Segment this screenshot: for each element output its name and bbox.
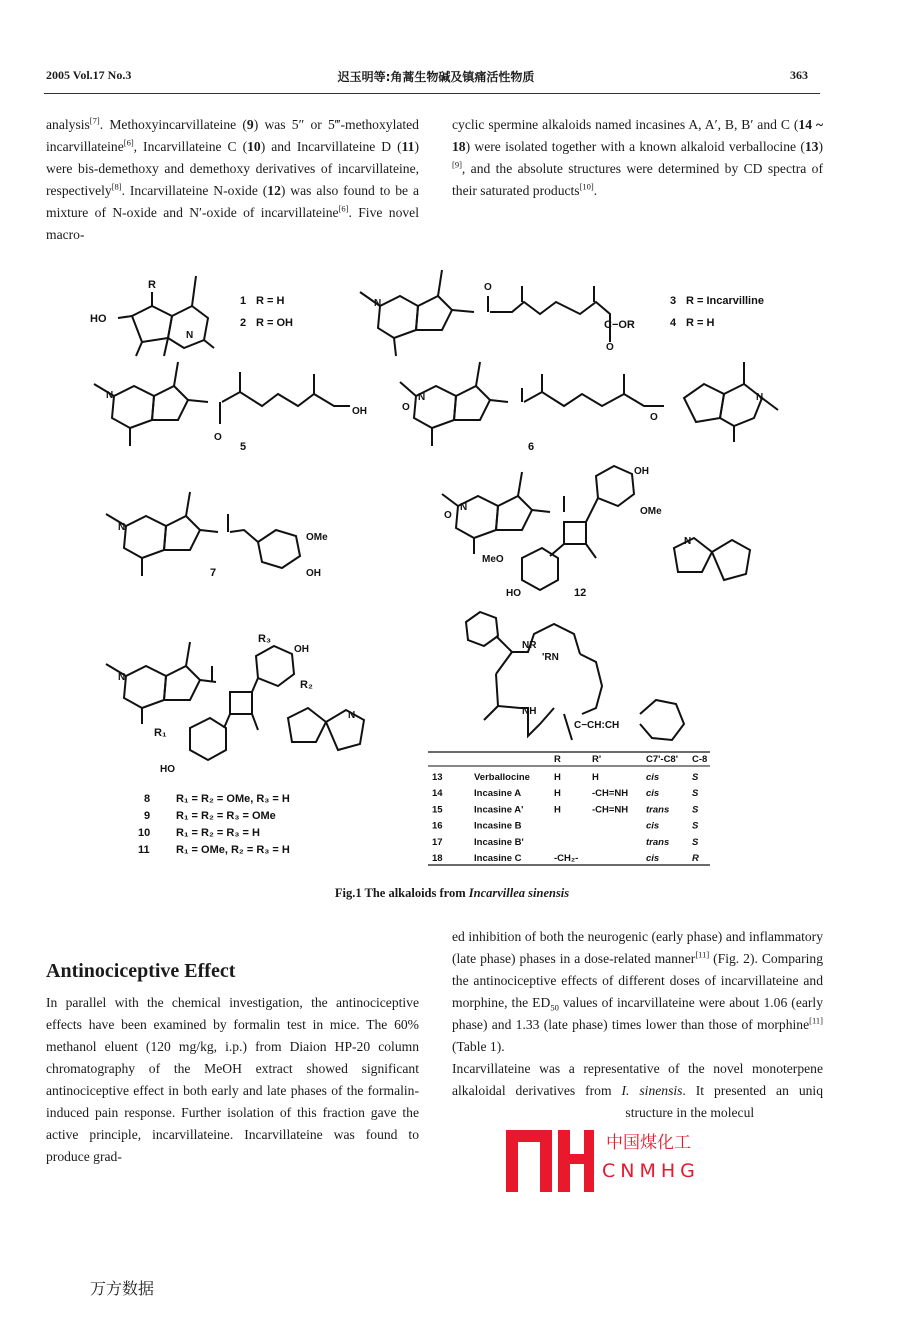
- table-cell: S: [692, 772, 699, 783]
- table-cell: Incasine B': [474, 836, 524, 848]
- structure-12: [442, 466, 750, 599]
- table-cell: cis: [646, 820, 660, 832]
- compound-12: 12: [574, 587, 587, 599]
- paragraph: In parallel with the chemical investigation, the antinociceptive effects have been examined by formalin test in mice. The 60% methanol eluent (120 mg/kg, i.p.) from Diaion HP-20 column chromatography of the MeOH extract showed significant antinociceptive effect in both early and late phases of the formalin-induced pain response. Further isolation of this fraction gave the active principle, incarvillateine. Incarvillateine was found to produce grad-: [46, 995, 419, 1164]
- compound-8: 8: [144, 793, 151, 805]
- table-cell: -CH₂-: [554, 853, 579, 864]
- svg-text:N: N: [118, 672, 126, 683]
- oh-label: OH: [294, 644, 309, 655]
- structure-7: [106, 492, 328, 579]
- table-cell: trans: [646, 836, 670, 848]
- table-cell: -CH=NH: [592, 804, 629, 816]
- table-header: C7'-C8': [646, 754, 678, 765]
- compound-6: 6: [528, 441, 535, 453]
- r-label: R: [148, 279, 156, 291]
- table-cell: 13: [432, 772, 443, 783]
- svg-text:N: N: [118, 522, 126, 533]
- table-cell: S: [692, 836, 699, 848]
- oh-label: OH: [634, 466, 649, 477]
- compound-2: 2: [240, 317, 247, 329]
- incasine-table: [428, 752, 710, 865]
- table-header: R': [592, 754, 602, 765]
- svg-text:O: O: [606, 342, 614, 353]
- svg-text:N: N: [348, 710, 356, 721]
- macrocycle-structure: [466, 612, 684, 740]
- table-cell: trans: [646, 804, 670, 816]
- paragraph: Incarvillateine was a representative of the novel monoterpene alkaloidal derivatives from I. sinensis. It presented an uniq structure in the molecul: [452, 1061, 823, 1120]
- svg-text:N: N: [186, 330, 194, 341]
- table-cell: H: [554, 788, 561, 800]
- compound-10: 10: [138, 827, 151, 839]
- table-cell: S: [692, 804, 699, 816]
- ho-label: HO: [506, 588, 521, 599]
- compound-3-def: R = Incarvilline: [686, 295, 764, 307]
- compound-10-def: R₁ = R₂ = R₃ = H: [176, 827, 260, 839]
- ome-label: OMe: [306, 532, 328, 543]
- svg-text:N: N: [460, 502, 468, 513]
- compound-3: 3: [670, 295, 677, 307]
- watermark-english: CNMHG: [602, 1160, 700, 1182]
- table-cell: cis: [646, 772, 660, 783]
- structure-3-4: [360, 270, 764, 356]
- page-number: 363: [790, 68, 808, 82]
- table-cell: Incasine B: [474, 820, 522, 832]
- table-cell: 16: [432, 820, 443, 832]
- right-column-body: [452, 926, 823, 1124]
- table-cell: H: [592, 772, 599, 783]
- compound-1: 1: [240, 295, 247, 307]
- svg-text:O: O: [402, 402, 410, 413]
- svg-text:N: N: [106, 390, 114, 401]
- chch-label: C−CH:CH: [574, 720, 620, 731]
- compound-2-def: R = OH: [256, 317, 293, 329]
- svg-text:O: O: [214, 432, 222, 443]
- compound-4: 4: [670, 317, 677, 329]
- right-column-intro: [452, 114, 823, 202]
- compound-9-def: R₁ = R₂ = R₃ = OMe: [176, 810, 276, 822]
- structure-5: [94, 362, 367, 453]
- table-cell: S: [692, 820, 699, 832]
- table-header: R: [554, 754, 561, 765]
- header-rule: [44, 93, 820, 94]
- oh-label: OH: [306, 568, 321, 579]
- paragraph: ed inhibition of both the neurogenic (early phase) and inflammatory (late phase) phases in a dose-related manner[11] (Fig. 2). Comparing the antinociceptive effects of different doses of incarvillateine and morphine, the $ED_{50}$ values of incarvillateine were about 1.06 (early phase) and 1.33 (late phase) times lower than those of morphine[11] (Table 1).: [452, 929, 823, 1054]
- left-column-body: [46, 992, 419, 1168]
- svg-text:N: N: [418, 392, 426, 403]
- meo-label: MeO: [482, 554, 504, 565]
- cor-label: C−OR: [604, 319, 635, 331]
- ho-label: HO: [90, 313, 107, 325]
- compound-1-def: R = H: [256, 295, 285, 307]
- table-cell: S: [692, 788, 699, 800]
- structure-6: [400, 362, 778, 453]
- svg-text:O: O: [484, 282, 492, 293]
- table-cell: 14: [432, 788, 443, 800]
- structure-1-2: [90, 276, 293, 356]
- compound-7: 7: [210, 567, 217, 579]
- ho-label: HO: [160, 764, 175, 775]
- watermark-logo: [500, 1128, 716, 1192]
- svg-text:N: N: [756, 392, 764, 403]
- r3-label: R₃: [258, 633, 272, 645]
- table-cell: 15: [432, 804, 443, 816]
- compound-11: 11: [138, 844, 150, 856]
- watermark-chinese: 中国煤化工: [604, 1128, 693, 1153]
- table-cell: 17: [432, 836, 443, 848]
- svg-text:N: N: [374, 298, 382, 309]
- structure-8-11: [106, 633, 364, 856]
- compound-4-def: R = H: [686, 317, 715, 329]
- compound-9: 9: [144, 810, 151, 822]
- table-cell: cis: [646, 853, 660, 864]
- svg-text:O: O: [444, 510, 452, 521]
- table-cell: 18: [432, 853, 443, 864]
- r2-label: R₂: [300, 679, 313, 691]
- ome-label: OMe: [640, 506, 662, 517]
- paragraph: analysis[7]. Methoxyincarvillateine (9) was 5″ or 5‴-methoxylated incarvillateine[6], Incarvillateine C (10) and Incarvillateine D (11) were bis-demethoxy and demethoxy derivatives of incarvillateine, respectively[8]. Incarvillateine N-oxide (12) was also found to be a mixture of N-oxide and N′-oxide of incarvillateine[6]. Five novel macro-: [46, 115, 419, 242]
- svg-text:N: N: [684, 536, 692, 547]
- table-cell: H: [554, 772, 561, 783]
- table-cell: -CH=NH: [592, 788, 629, 800]
- section-heading: Antinociceptive Effect: [46, 960, 236, 982]
- figure-alkaloid-structures: [44, 262, 824, 872]
- compound-8-def: R₁ = R₂ = OMe, R₃ = H: [176, 793, 290, 805]
- rn-label: 'RN: [542, 652, 559, 663]
- table-cell: Verballocine: [474, 772, 530, 783]
- oh-label: OH: [352, 406, 367, 417]
- table-cell: R: [692, 853, 699, 864]
- left-column-intro: [46, 114, 419, 246]
- running-header-title: 迟玉明等:角蒿生物碱及镇痛活性物质: [337, 70, 535, 84]
- nh-label: NH: [522, 706, 537, 717]
- table-header: C-8: [692, 754, 708, 765]
- running-header-issue: 2005 Vol.17 No.3: [46, 68, 132, 82]
- table-cell: Incasine A: [474, 788, 522, 800]
- paragraph: cyclic spermine alkaloids named incasines A, A′, B, B′ and C (14 ~ 18) were isolated together with a known alkaloid verballocine (13)[9], and the absolute structures were determined by CD spectra of their saturated products[10].: [452, 117, 824, 198]
- footer-source: 万方数据: [90, 1279, 155, 1298]
- table-cell: Incasine C: [474, 853, 522, 864]
- nr-label: NR: [522, 640, 537, 651]
- figure-caption: Fig.1 The alkaloids from Incarvillea sinensis: [334, 886, 570, 900]
- table-cell: cis: [646, 788, 660, 800]
- table-cell: H: [554, 804, 561, 816]
- compound-11-def: R₁ = OMe, R₂ = R₃ = H: [176, 844, 290, 856]
- table-cell: Incasine A': [474, 804, 524, 816]
- compound-5: 5: [240, 441, 247, 453]
- r1-label: R₁: [154, 727, 167, 739]
- svg-text:O: O: [650, 412, 658, 423]
